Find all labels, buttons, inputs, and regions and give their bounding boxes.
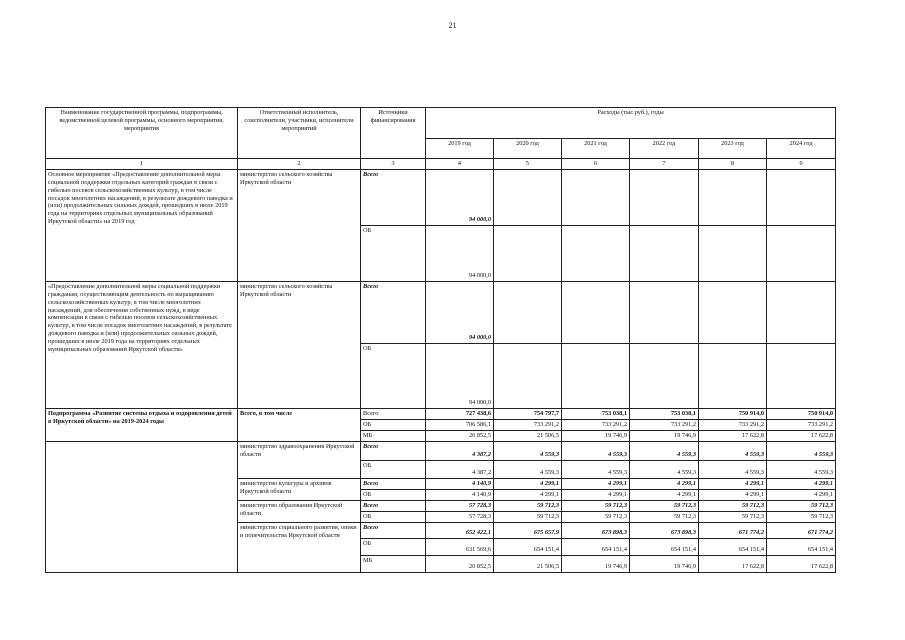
value-cell: 4 299,1	[562, 490, 630, 501]
value-cell: 21 506,5	[494, 431, 562, 442]
value-cell: 4 559,3	[494, 442, 562, 461]
source-label: Всего	[361, 479, 426, 490]
program-expenses-table	[45, 107, 836, 573]
value-cell: 20 852,5	[426, 431, 494, 442]
value-cell: 94 000,0	[426, 170, 494, 226]
value-cell: 17 622,8	[699, 556, 767, 573]
value-cell: 733 291,2	[699, 420, 767, 431]
value-cell: 654 151,4	[494, 539, 562, 556]
value-cell: 17 622,8	[699, 431, 767, 442]
value-cell: 631 569,6	[426, 539, 494, 556]
source-label: Всего	[361, 170, 426, 226]
value-cell: 21 506,5	[494, 556, 562, 573]
value-cell: 654 151,4	[767, 539, 836, 556]
value-cell: 59 712,3	[494, 512, 562, 523]
value-cell: 671 774,2	[699, 523, 767, 539]
value-cell: 59 712,3	[562, 512, 630, 523]
value-cell: 654 151,4	[630, 539, 699, 556]
header-name: Наименование государственной программы, подпрограммы, ведомственной целевой программы, основного мероприятия, мероприятия	[46, 108, 238, 159]
value-cell: 94 000,0	[426, 282, 494, 344]
year-header: 2021 год	[562, 139, 630, 159]
column-index: 2	[238, 159, 361, 170]
year-header: 2023 год	[699, 139, 767, 159]
value-cell: 652 422,1	[426, 523, 494, 539]
source-label: ОБ	[361, 490, 426, 501]
value-cell: 57 728,3	[426, 501, 494, 512]
activity-name: Основное мероприятие «Предоставление дополнительной меры социальной поддержки отдельных категорий граждан в связи с гибелью посевов сельскохозяйственных культур, в том числе посадок многолетних насаждений, в результате дождевого паводка и (или) продолжительных сильных дождей, прошедших в июле 2019 года на территориях отдельных муниципальных образований Иркутской области» на 2019 год	[46, 170, 238, 282]
value-cell: 654 151,4	[562, 539, 630, 556]
value-cell: 4 387,2	[426, 442, 494, 461]
value-cell: 59 712,3	[630, 501, 699, 512]
executor: министерство сельского хозяйства Иркутской области	[238, 170, 361, 282]
header-executor: Ответственный исполнитель, соисполнители, участники, исполнители мероприятий	[238, 108, 361, 159]
column-index: 3	[361, 159, 426, 170]
source-label: ОБ	[361, 461, 426, 479]
column-index: 8	[699, 159, 767, 170]
source-label: Всего	[361, 523, 426, 539]
source-label: ОБ	[361, 420, 426, 431]
year-header: 2024 год	[767, 139, 836, 159]
value-cell: 59 712,3	[767, 501, 836, 512]
value-cell: 753 038,1	[562, 409, 630, 420]
source-label: МБ	[361, 556, 426, 573]
column-index: 6	[562, 159, 630, 170]
value-cell: 20 852,5	[426, 556, 494, 573]
value-cell: 94 000,0	[426, 226, 494, 282]
source-label: ОБ	[361, 512, 426, 523]
value-cell: 750 914,0	[767, 409, 836, 420]
value-cell: 673 898,3	[630, 523, 699, 539]
source-label: Всего	[361, 442, 426, 461]
value-cell: 4 559,3	[767, 442, 836, 461]
column-index: 5	[494, 159, 562, 170]
value-cell: 754 797,7	[494, 409, 562, 420]
value-cell: 4 559,3	[494, 461, 562, 479]
header-expenses: Расходы (тыс.руб.), годы	[426, 108, 836, 139]
column-index: 7	[630, 159, 699, 170]
value-cell: 706 586,1	[426, 420, 494, 431]
year-header: 2019 год	[426, 139, 494, 159]
value-cell: 4 387,2	[426, 461, 494, 479]
value-cell: 4 299,1	[630, 490, 699, 501]
source-label: Всего	[361, 501, 426, 512]
value-cell: 733 291,2	[630, 420, 699, 431]
value-cell: 675 657,9	[494, 523, 562, 539]
column-index: 9	[767, 159, 836, 170]
column-index: 1	[46, 159, 238, 170]
source-label: ОБ	[361, 539, 426, 556]
source-label: Всего	[361, 409, 426, 420]
value-cell: 4 559,3	[767, 461, 836, 479]
value-cell: 727 438,6	[426, 409, 494, 420]
value-cell: 4 299,1	[562, 479, 630, 490]
value-cell: 4 299,1	[494, 479, 562, 490]
value-cell: 673 898,3	[562, 523, 630, 539]
source-label: ОБ	[361, 344, 426, 409]
value-cell: 4 559,3	[699, 461, 767, 479]
value-cell: 733 291,2	[767, 420, 836, 431]
source-label: ОБ	[361, 226, 426, 282]
value-cell: 4 140,9	[426, 490, 494, 501]
year-header: 2022 год	[630, 139, 699, 159]
year-header: 2020 год	[494, 139, 562, 159]
value-cell: 750 914,0	[699, 409, 767, 420]
value-cell: 671 774,2	[767, 523, 836, 539]
value-cell: 59 712,3	[767, 512, 836, 523]
value-cell: 4 559,3	[562, 461, 630, 479]
source-label: МБ	[361, 431, 426, 442]
value-cell: 4 299,1	[630, 479, 699, 490]
executor: министерство сельского хозяйства Иркутской области	[238, 282, 361, 409]
column-index: 4	[426, 159, 494, 170]
value-cell: 19 746,9	[630, 556, 699, 573]
executor: министерство образования Иркутской области	[238, 501, 361, 523]
value-cell: 4 299,1	[494, 490, 562, 501]
source-label: Всего	[361, 282, 426, 344]
value-cell: 4 140,9	[426, 479, 494, 490]
executor: Всего, в том числе	[238, 409, 361, 442]
value-cell: 19 746,9	[562, 431, 630, 442]
value-cell: 4 559,3	[562, 442, 630, 461]
value-cell: 733 291,2	[562, 420, 630, 431]
value-cell: 59 712,3	[630, 512, 699, 523]
value-cell: 4 299,1	[699, 479, 767, 490]
value-cell: 59 712,3	[699, 512, 767, 523]
value-cell: 19 746,9	[562, 556, 630, 573]
executor: министерство здравоохранения Иркутской области	[238, 442, 361, 479]
subprogram-name: Подпрограмма «Развитие системы отдыха и оздоровления детей в Иркутской области» на 2019-2024 годы	[46, 409, 238, 442]
subprogram-continued	[46, 442, 238, 573]
activity-name: «Предоставление дополнительной меры социальной поддержки гражданам, осуществляющим деятельность по выращиванию сельскохозяйственных культур, в том числе многолетних насаждений, для обеспечения собственных нужд, в виде компенсации в связи с гибелью посевов сельскохозяйственных культур, в том числе посадок многолетних насаждений, в результате дождевого паводка и (или) продолжительных сильных дождей, прошедших в июле 2019 года на территориях отдельных муниципальных образований Иркутской области»	[46, 282, 238, 409]
value-cell: 4 299,1	[767, 479, 836, 490]
value-cell: 654 151,4	[699, 539, 767, 556]
value-cell: 19 746,9	[630, 431, 699, 442]
value-cell: 94 000,0	[426, 344, 494, 409]
value-cell: 4 299,1	[699, 490, 767, 501]
value-cell: 17 622,8	[767, 431, 836, 442]
value-cell: 733 291,2	[494, 420, 562, 431]
value-cell: 57 728,3	[426, 512, 494, 523]
value-cell: 59 712,3	[562, 501, 630, 512]
value-cell: 59 712,3	[699, 501, 767, 512]
executor: министерство социального развития, опеки и попечительства Иркутской области	[238, 523, 361, 573]
value-cell: 4 559,3	[630, 461, 699, 479]
value-cell: 4 559,3	[699, 442, 767, 461]
value-cell: 17 622,8	[767, 556, 836, 573]
executor: министерство культуры и архивов Иркутской области	[238, 479, 361, 501]
value-cell: 4 559,3	[630, 442, 699, 461]
page-number: 21	[448, 21, 457, 30]
value-cell: 753 038,1	[630, 409, 699, 420]
header-sources: Источники финансирования	[361, 108, 426, 159]
value-cell: 59 712,3	[494, 501, 562, 512]
value-cell: 4 299,1	[767, 490, 836, 501]
